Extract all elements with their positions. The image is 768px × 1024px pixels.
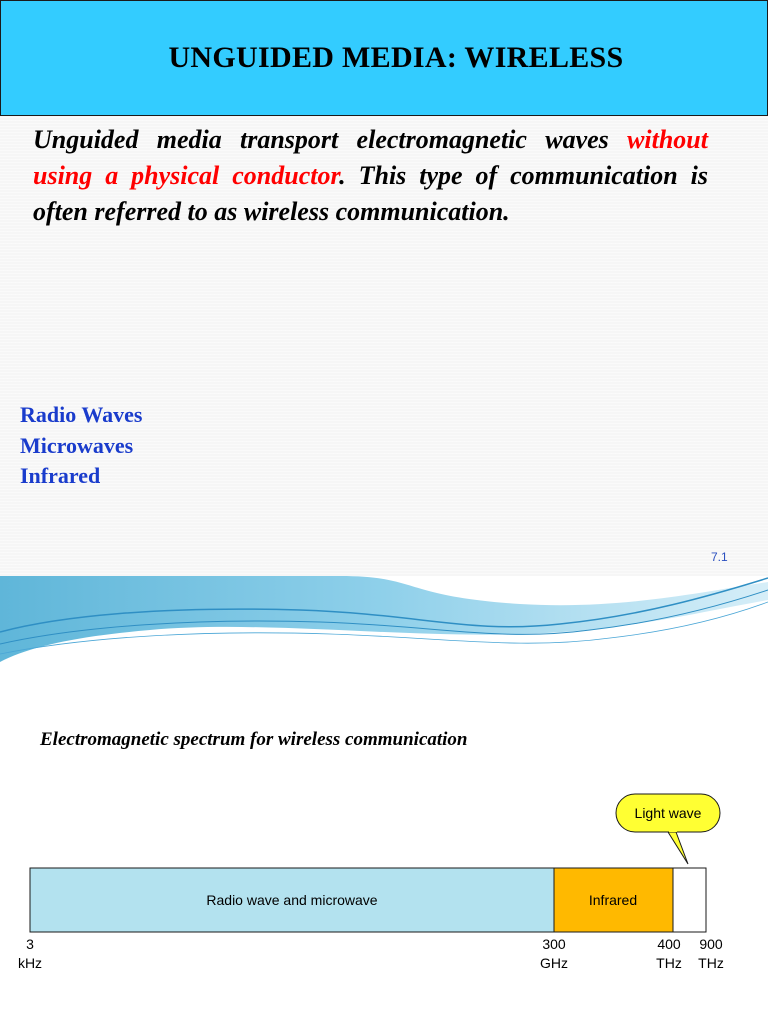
- tick-unit: kHz: [17, 955, 43, 971]
- media-type-item: Infrared: [20, 463, 101, 488]
- light-wave-callout: [616, 794, 720, 864]
- tick-unit: THz: [656, 955, 682, 971]
- spectrum-diagram: [0, 790, 768, 980]
- media-type-item: Microwaves: [20, 432, 134, 458]
- tick-value: 3: [26, 936, 34, 952]
- intro-paragraph: [33, 122, 708, 230]
- band-label-infrared: Infrared: [588, 892, 638, 908]
- figure-caption: Electromagnetic spectrum for wireless communication: [40, 729, 468, 750]
- intro-text-end: . This type of communication is often referred to as wireless communication.: [33, 161, 708, 226]
- tick-value: 900: [699, 936, 723, 952]
- tick-value: 400: [657, 936, 681, 952]
- band-light: [673, 868, 706, 932]
- slide-title: UNGUIDED MEDIA: WIRELESS: [168, 41, 624, 74]
- page-number: 7.1: [711, 550, 728, 564]
- tick-unit: GHz: [540, 955, 568, 971]
- intro-text-start: Unguided media transport electromagnetic waves: [33, 125, 628, 154]
- media-type-item: Radio Waves: [20, 402, 143, 427]
- callout-label: Light wave: [634, 805, 702, 821]
- band-label-radio-microwave: Radio wave and microwave: [206, 892, 378, 908]
- intro-highlight: without using a physical conductor: [33, 125, 708, 190]
- decorative-wave: [0, 576, 768, 688]
- tick-value: 300: [542, 936, 566, 952]
- tick-unit: THz: [698, 955, 724, 971]
- media-type-list: [20, 400, 142, 492]
- title-bar: [0, 0, 768, 116]
